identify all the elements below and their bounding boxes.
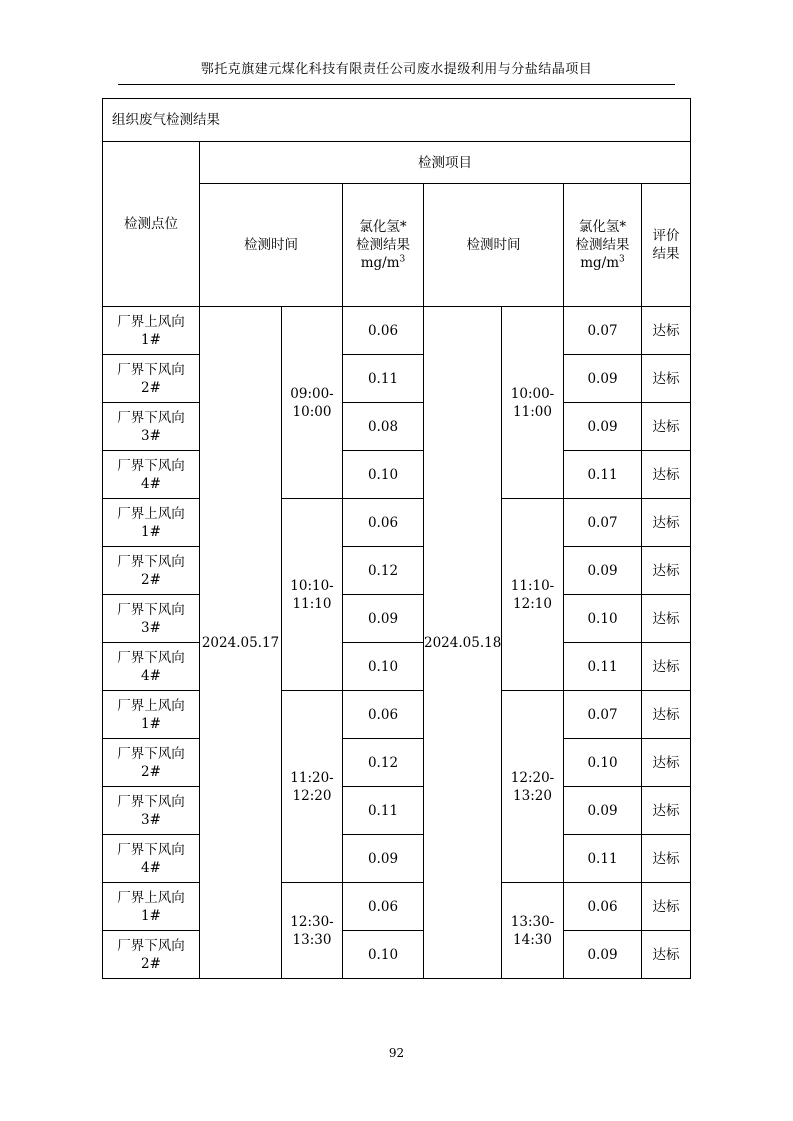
result-value-day1: 0.06 bbox=[343, 691, 424, 739]
col-header-result-day2 bbox=[564, 184, 642, 307]
point-number: 3# bbox=[141, 619, 161, 636]
time-cell-day1 bbox=[282, 307, 343, 499]
col-header-items: 检测项目 bbox=[200, 142, 691, 184]
time-cell-day1 bbox=[282, 691, 343, 883]
result-header-unit bbox=[564, 254, 641, 272]
evaluation-cell: 达标 bbox=[642, 403, 691, 451]
point-cell bbox=[103, 931, 200, 979]
point-cell bbox=[103, 355, 200, 403]
time-end: 12:20 bbox=[292, 787, 332, 804]
time-cell-day1 bbox=[282, 499, 343, 691]
result-header-line2: 检测结果 bbox=[356, 237, 410, 253]
result-value-day1: 0.08 bbox=[343, 403, 424, 451]
evaluation-cell: 达标 bbox=[642, 883, 691, 931]
point-cell bbox=[103, 691, 200, 739]
point-number: 2# bbox=[141, 571, 161, 588]
point-number: 1# bbox=[141, 907, 161, 924]
point-number: 2# bbox=[141, 763, 161, 780]
table-row bbox=[103, 595, 691, 643]
time-start: 10:00- bbox=[510, 385, 555, 402]
point-cell bbox=[103, 835, 200, 883]
result-value-day2: 0.09 bbox=[564, 931, 642, 979]
result-value-day2: 0.09 bbox=[564, 403, 642, 451]
time-start: 09:00- bbox=[290, 385, 334, 402]
table-row bbox=[103, 355, 691, 403]
point-name: 厂界上风向 bbox=[117, 505, 185, 522]
header-rule bbox=[118, 84, 675, 85]
col-header-time-day2: 检测时间 bbox=[424, 184, 564, 307]
time-cell-day2 bbox=[502, 307, 564, 499]
evaluation-cell: 达标 bbox=[642, 451, 691, 499]
point-number: 3# bbox=[141, 811, 161, 828]
point-name: 厂界下风向 bbox=[117, 553, 185, 570]
point-number: 4# bbox=[141, 475, 161, 492]
table-row bbox=[103, 883, 691, 931]
point-number: 4# bbox=[141, 667, 161, 684]
point-cell bbox=[103, 883, 200, 931]
point-name: 厂界下风向 bbox=[117, 649, 185, 666]
point-name: 厂界下风向 bbox=[117, 841, 185, 858]
time-end: 13:20 bbox=[513, 787, 552, 804]
result-value-day2: 0.06 bbox=[564, 883, 642, 931]
unit-text: mg/m bbox=[360, 255, 400, 271]
point-name: 厂界上风向 bbox=[117, 313, 185, 330]
time-end: 11:00 bbox=[513, 403, 552, 420]
time-start: 12:20- bbox=[510, 769, 555, 786]
result-value-day1: 0.11 bbox=[343, 355, 424, 403]
result-value-day1: 0.10 bbox=[343, 643, 424, 691]
result-value-day2: 0.09 bbox=[564, 787, 642, 835]
point-cell bbox=[103, 739, 200, 787]
time-cell-day1 bbox=[282, 883, 343, 979]
time-start: 11:20- bbox=[290, 769, 334, 786]
evaluation-cell: 达标 bbox=[642, 307, 691, 355]
section-title: 组织废气检测结果 bbox=[103, 99, 691, 142]
table-row bbox=[103, 739, 691, 787]
result-value-day1: 0.11 bbox=[343, 787, 424, 835]
point-name: 厂界下风向 bbox=[117, 793, 185, 810]
evaluation-cell: 达标 bbox=[642, 835, 691, 883]
col-header-result-day1 bbox=[343, 184, 424, 307]
table-row bbox=[103, 643, 691, 691]
col-header-time-day1: 检测时间 bbox=[200, 184, 343, 307]
point-name: 厂界下风向 bbox=[117, 937, 185, 954]
eval-header-line2: 结果 bbox=[652, 246, 680, 262]
result-value-day2: 0.07 bbox=[564, 307, 642, 355]
evaluation-cell: 达标 bbox=[642, 499, 691, 547]
col-header-eval bbox=[642, 184, 691, 307]
table-row bbox=[103, 547, 691, 595]
time-start: 11:10- bbox=[510, 577, 555, 594]
evaluation-cell: 达标 bbox=[642, 595, 691, 643]
point-cell bbox=[103, 403, 200, 451]
point-number: 3# bbox=[141, 427, 161, 444]
page-header-title: 鄂托克旗建元煤化科技有限责任公司废水提级利用与分盐结晶项目 bbox=[200, 62, 593, 77]
time-cell-day2 bbox=[502, 691, 564, 883]
point-number: 1# bbox=[141, 523, 161, 540]
point-cell bbox=[103, 547, 200, 595]
result-value-day1: 0.06 bbox=[343, 499, 424, 547]
result-value-day1: 0.12 bbox=[343, 739, 424, 787]
point-name: 厂界下风向 bbox=[117, 745, 185, 762]
time-start: 12:30- bbox=[290, 913, 334, 930]
evaluation-cell: 达标 bbox=[642, 547, 691, 595]
table-row bbox=[103, 931, 691, 979]
result-value-day1: 0.10 bbox=[343, 451, 424, 499]
unit-sup: 3 bbox=[399, 254, 406, 265]
evaluation-cell: 达标 bbox=[642, 787, 691, 835]
point-number: 1# bbox=[141, 331, 161, 348]
eval-header-line1: 评价 bbox=[652, 228, 680, 244]
evaluation-cell: 达标 bbox=[642, 931, 691, 979]
result-value-day2: 0.07 bbox=[564, 499, 642, 547]
point-cell bbox=[103, 499, 200, 547]
point-cell bbox=[103, 307, 200, 355]
point-number: 2# bbox=[141, 955, 161, 972]
result-header-line2: 检测结果 bbox=[575, 237, 630, 253]
result-header-unit bbox=[343, 254, 423, 272]
point-number: 1# bbox=[141, 715, 161, 732]
result-header-line1: 氯化氢* bbox=[359, 219, 407, 235]
col-header-point: 检测点位 bbox=[103, 142, 200, 307]
result-value-day1: 0.09 bbox=[343, 835, 424, 883]
result-value-day2: 0.11 bbox=[564, 835, 642, 883]
table-row bbox=[103, 787, 691, 835]
date-cell-day1: 2024.05.17 bbox=[200, 307, 282, 979]
table-row bbox=[103, 835, 691, 883]
result-value-day2: 0.07 bbox=[564, 691, 642, 739]
table-row bbox=[103, 499, 691, 547]
point-name: 厂界下风向 bbox=[117, 601, 185, 618]
result-value-day1: 0.10 bbox=[343, 931, 424, 979]
time-end: 14:30 bbox=[513, 931, 552, 948]
result-value-day1: 0.09 bbox=[343, 595, 424, 643]
time-end: 11:10 bbox=[292, 595, 332, 612]
page-number: 92 bbox=[388, 1046, 405, 1060]
point-name: 厂界下风向 bbox=[117, 457, 185, 474]
result-value-day2: 0.11 bbox=[564, 643, 642, 691]
point-name: 厂界上风向 bbox=[117, 697, 185, 714]
point-cell bbox=[103, 451, 200, 499]
evaluation-cell: 达标 bbox=[642, 691, 691, 739]
table-row bbox=[103, 691, 691, 739]
unit-sup: 3 bbox=[619, 254, 625, 265]
point-cell bbox=[103, 787, 200, 835]
time-start: 13:30- bbox=[510, 913, 555, 930]
result-value-day1: 0.12 bbox=[343, 547, 424, 595]
table-row bbox=[103, 451, 691, 499]
point-name: 厂界下风向 bbox=[117, 409, 185, 426]
result-value-day2: 0.11 bbox=[564, 451, 642, 499]
date-cell-day2: 2024.05.18 bbox=[424, 307, 502, 979]
result-value-day2: 0.09 bbox=[564, 547, 642, 595]
unit-text: mg/m bbox=[580, 255, 620, 271]
point-name: 厂界下风向 bbox=[117, 361, 185, 378]
point-name: 厂界上风向 bbox=[117, 889, 185, 906]
table-row bbox=[103, 307, 691, 355]
result-value-day2: 0.09 bbox=[564, 355, 642, 403]
point-cell bbox=[103, 643, 200, 691]
result-header-line1: 氯化氢* bbox=[578, 219, 627, 235]
result-value-day2: 0.10 bbox=[564, 739, 642, 787]
point-number: 2# bbox=[141, 379, 161, 396]
evaluation-cell: 达标 bbox=[642, 643, 691, 691]
time-end: 10:00 bbox=[292, 403, 332, 420]
time-end: 13:30 bbox=[292, 931, 332, 948]
evaluation-cell: 达标 bbox=[642, 355, 691, 403]
table-row bbox=[103, 403, 691, 451]
time-cell-day2 bbox=[502, 883, 564, 979]
detection-results-table bbox=[102, 98, 691, 979]
time-end: 12:10 bbox=[513, 595, 552, 612]
point-number: 4# bbox=[141, 859, 161, 876]
evaluation-cell: 达标 bbox=[642, 739, 691, 787]
time-cell-day2 bbox=[502, 499, 564, 691]
time-start: 10:10- bbox=[290, 577, 334, 594]
result-value-day2: 0.10 bbox=[564, 595, 642, 643]
point-cell bbox=[103, 595, 200, 643]
result-value-day1: 0.06 bbox=[343, 307, 424, 355]
result-value-day1: 0.06 bbox=[343, 883, 424, 931]
